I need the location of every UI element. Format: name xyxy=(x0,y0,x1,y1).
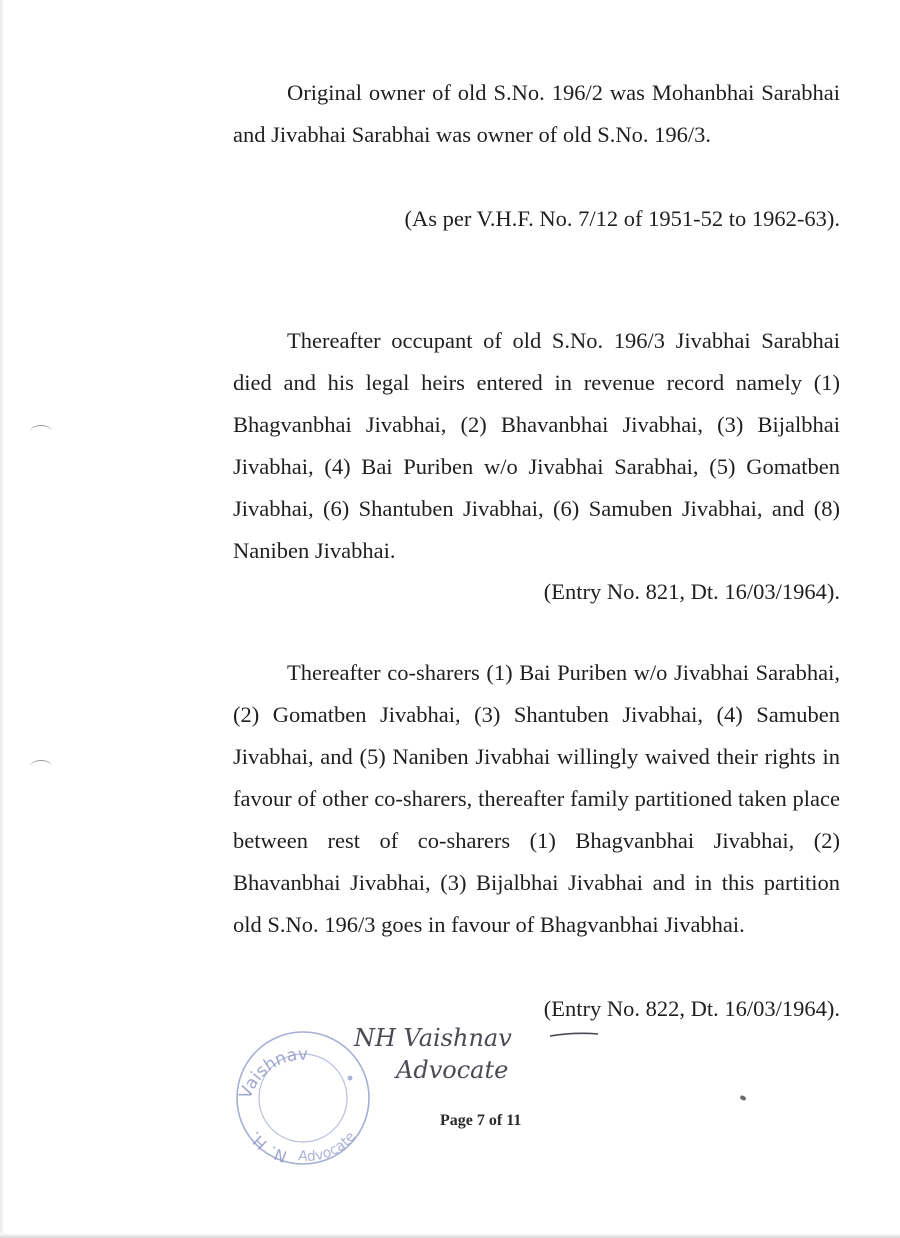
paragraph-legal-heirs: Thereafter occupant of old S.No. 196/3 Jivabhai Sarabhai died and his legal heirs entered in revenue record namely (1) Bhagvanbhai Jivabhai, (2) Bhavanbhai Jivabhai, (3) Bijalbhai Jivabhai, (4) Bai Puriben w/o Jivabhai Sarabhai, (5) Gomatben Jivabhai, (6) Shantuben Jivabhai, (6) Samuben Jivabhai, and (8) Naniben Jivabhai. xyxy=(233,328,840,563)
svg-text:N. H. xyxy=(245,1128,290,1167)
advocate-signature xyxy=(350,1018,610,1088)
page-edge-bottom xyxy=(0,1233,900,1238)
ink-speck xyxy=(739,1095,746,1101)
signature-name: NH Vaishnav xyxy=(354,1024,512,1052)
page-edge xyxy=(0,0,4,1238)
paragraph-original-owner: Original owner of old S.No. 196/2 was Mohanbhai Sarabhai and Jivabhai Sarabhai was owner of old S.No. 196/3. xyxy=(233,80,840,147)
punch-hole-mark xyxy=(30,425,52,438)
stamp-text-left: N. H. xyxy=(244,1127,290,1167)
signature-title: Advocate xyxy=(396,1056,509,1084)
punch-hole-mark xyxy=(30,760,52,773)
page-number: Page 7 of 11 xyxy=(440,1112,522,1129)
paragraph-partition: Thereafter co-sharers (1) Bai Puriben w/o Jivabhai Sarabhai, (2) Gomatben Jivabhai, (3) Shantuben Jivabhai, (4) Samuben Jivabhai, and (5) Naniben Jivabhai willingly waived their rights in favour of other co-sharers, thereafter family partitioned taken place between rest of co-sharers (1) Bhagvanbhai Jivabhai, (2) Bhavanbhai Jivabhai, (3) Bijalbhai Jivabhai and in this partition old S.No. 196/3 goes in favour of Bhagvanbhai Jivabhai. xyxy=(233,660,840,937)
reference-entry-822: (Entry No. 822, Dt. 16/03/1964). xyxy=(543,996,840,1021)
reference-vhf: (As per V.H.F. No. 7/12 of 1951-52 to 1962-63). xyxy=(404,206,840,231)
svg-text:Vaishnav xyxy=(236,1045,308,1102)
reference-entry-821: (Entry No. 821, Dt. 16/03/1964). xyxy=(543,579,840,604)
stamp-text-bottom: Advocate xyxy=(297,1128,360,1165)
stamp-text-top: Vaishnav xyxy=(235,1044,308,1102)
